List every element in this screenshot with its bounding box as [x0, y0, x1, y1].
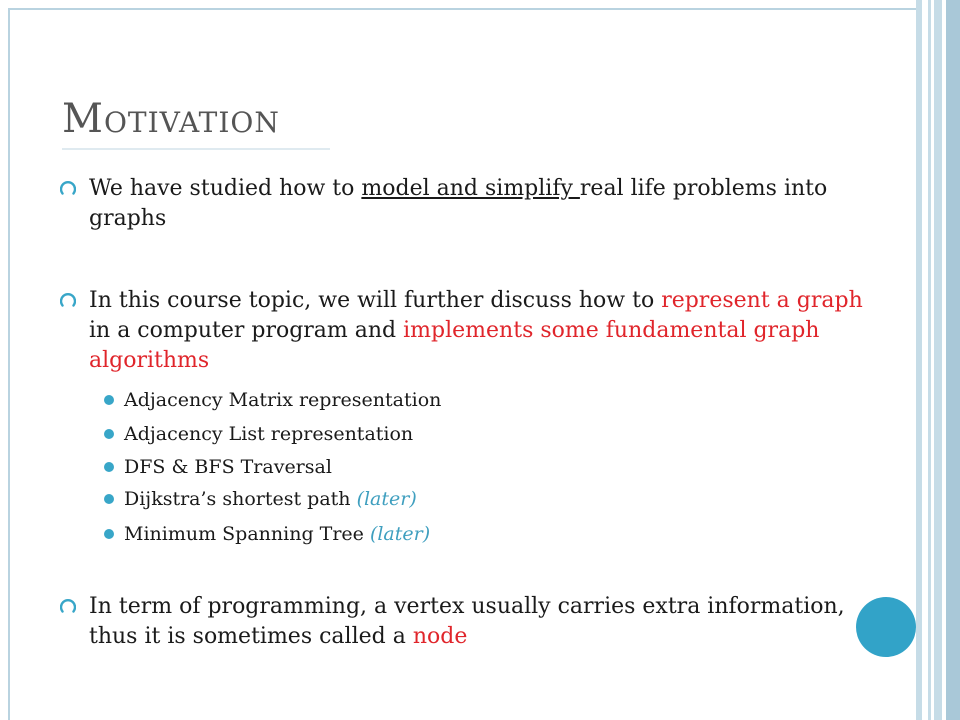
sub-item-text: Dijkstra’s shortest path: [124, 488, 357, 510]
sub-bullet-icon: [104, 395, 114, 405]
right-stripe-1: [916, 0, 922, 720]
sub-item-note: (later): [369, 523, 431, 545]
bullet-3-pre: In term of programming, a vertex usually carries extra information, thus it is sometimes called a: [89, 594, 845, 649]
right-stripe-3: [934, 0, 942, 720]
sub-item-text: Adjacency List representation: [124, 423, 414, 445]
sub-bullet-icon: [104, 462, 114, 472]
frame-left-line: [8, 8, 10, 720]
bullet-1-pre: We have studied how to: [89, 176, 362, 201]
right-stripe-4: [946, 0, 960, 720]
sub-item-text: Adjacency Matrix representation: [124, 389, 442, 411]
sub-item-label: [124, 488, 417, 510]
bullet-2-red-2: implements some fundamental graph algorithms: [89, 318, 820, 373]
sub-item-label: [124, 523, 430, 545]
sub-item-text: Minimum Spanning Tree: [124, 523, 370, 545]
bullet-2-pre: In this course topic, we will further discuss how to: [89, 288, 662, 313]
bullet-1-underlined: model and simplify: [361, 176, 580, 201]
bullet-2-red-1: represent a graph: [661, 288, 863, 313]
bullet-2-text: [89, 286, 869, 376]
sub-item-label: [124, 423, 413, 445]
decorative-circle: [856, 597, 916, 657]
sub-item-text: DFS & BFS Traversal: [124, 456, 332, 478]
bullet-1-post: real life problems into graphs: [89, 176, 828, 231]
sub-item-label: [124, 456, 332, 478]
sub-bullet-icon: [104, 494, 114, 504]
sub-item-note: (later): [356, 488, 417, 510]
bullet-icon: [60, 292, 76, 308]
bullet-icon: [60, 598, 76, 614]
bullet-3-text: [89, 592, 859, 652]
bullet-1-text: [89, 174, 869, 234]
sub-item-label: [124, 389, 441, 411]
sub-bullet-icon: [104, 429, 114, 439]
bullet-3-red: node: [412, 624, 468, 649]
right-stripe-2: [928, 0, 931, 720]
frame-top-line: [8, 8, 916, 10]
title-underline: [62, 148, 330, 150]
bullet-2-mid: in a computer program and: [89, 318, 404, 343]
slide-title: Motivation: [62, 96, 280, 142]
bullet-icon: [60, 180, 76, 196]
sub-bullet-icon: [104, 529, 114, 539]
